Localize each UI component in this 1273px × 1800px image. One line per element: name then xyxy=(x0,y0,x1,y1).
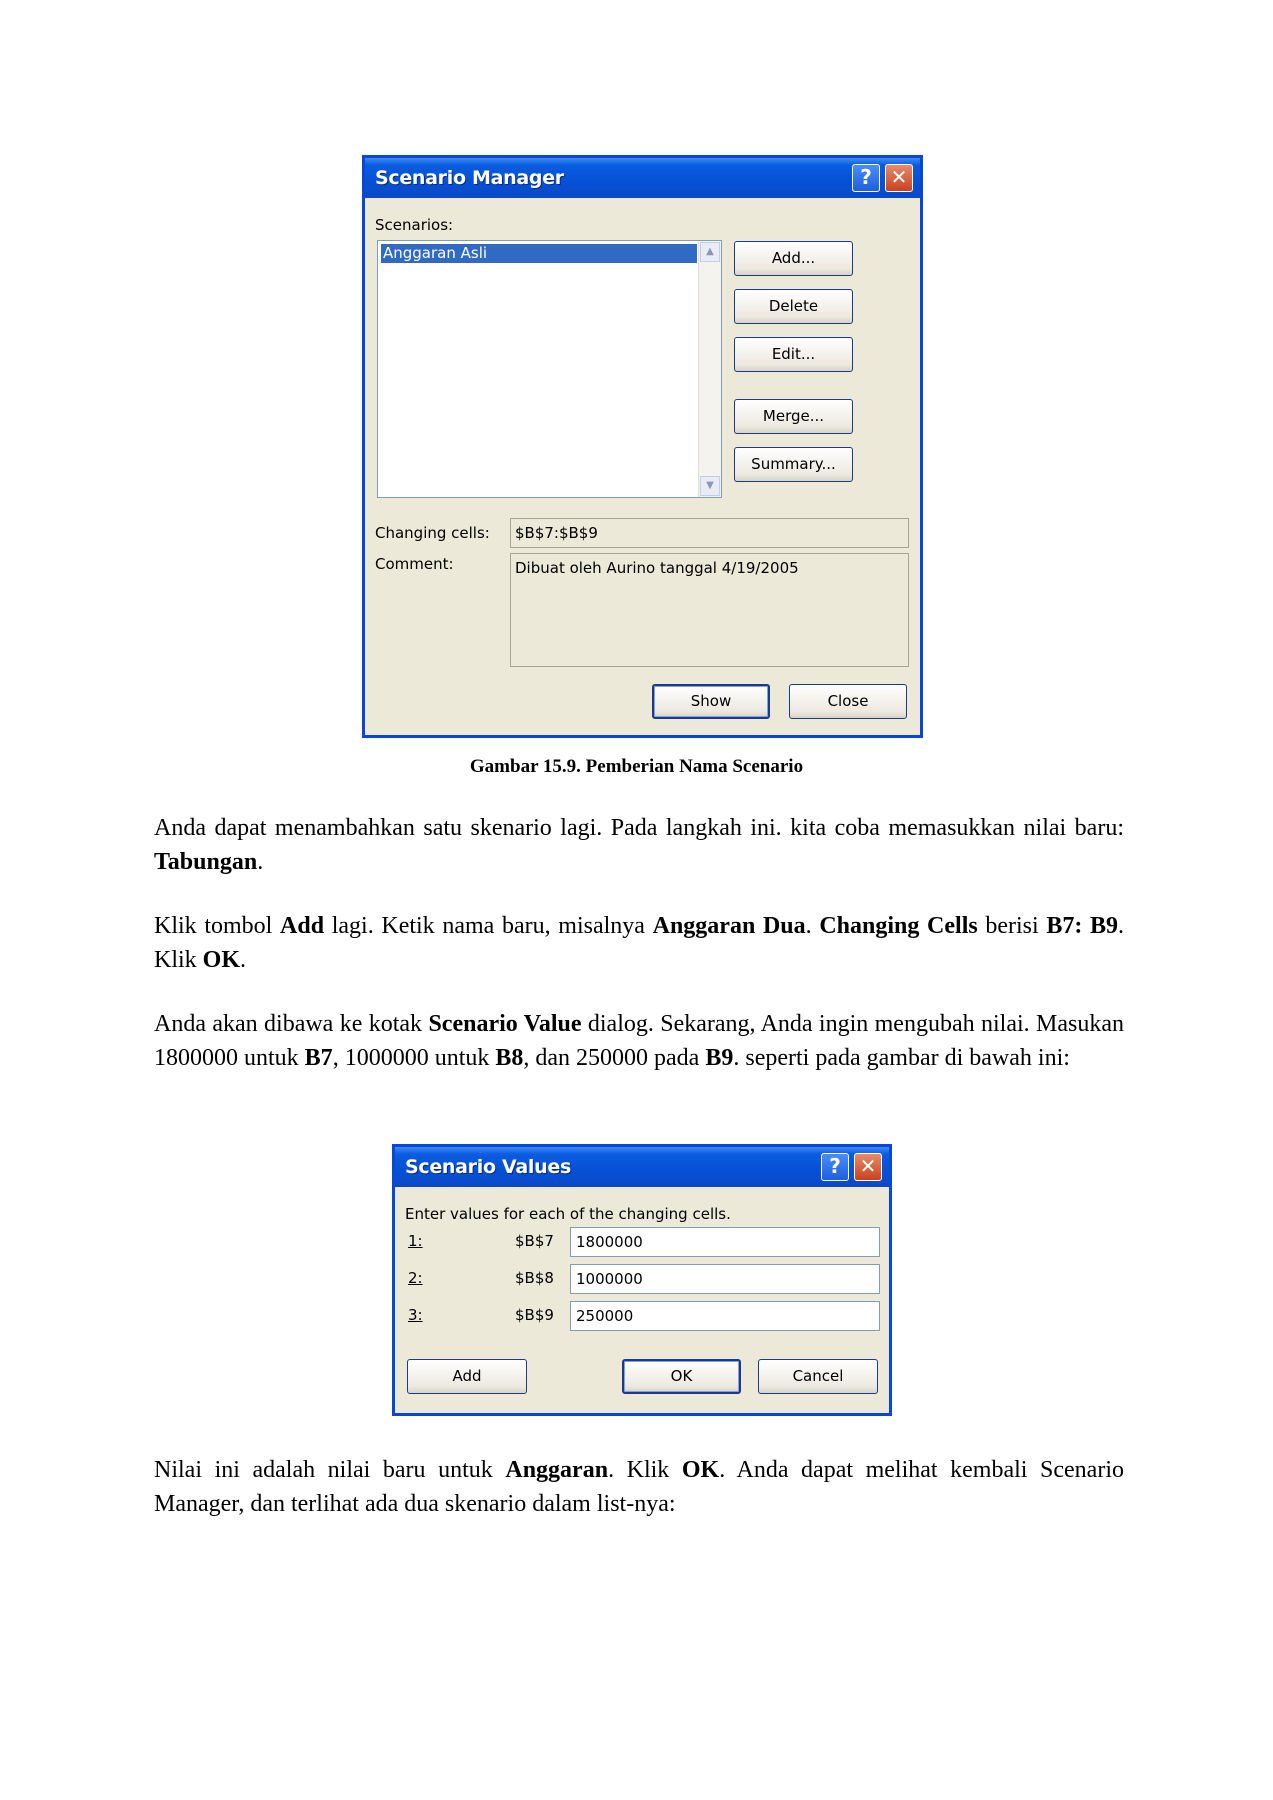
para2-text-1: Klik tombol xyxy=(154,913,281,939)
help-icon[interactable]: ? xyxy=(821,1153,849,1181)
para4-text-1: Nilai ini adalah nilai baru untuk xyxy=(154,1457,506,1483)
ok-button[interactable]: OK xyxy=(622,1359,741,1394)
para3-text-4: , dan 250000 pada xyxy=(523,1045,706,1071)
changing-cells-field: $B$7:$B$9 xyxy=(510,518,909,548)
para4-text-2: . Klik xyxy=(608,1457,682,1483)
add-button[interactable]: Add... xyxy=(734,241,853,276)
delete-button[interactable]: Delete xyxy=(734,289,853,324)
para4-text-3: . Anda dapat melihat kembali Scenario Manager, dan terlihat ada dua skenario dalam list-nya: xyxy=(154,1457,1124,1517)
list-item[interactable]: Anggaran Asli xyxy=(381,244,697,263)
scenarios-label: Scenarios: xyxy=(375,216,454,234)
para3-text-2: dialog. Sekarang, Anda ingin mengubah nilai. Masukan 1800000 untuk xyxy=(154,1011,1124,1071)
row-2-number: 2: xyxy=(408,1269,423,1287)
para2-text-6: . xyxy=(240,947,247,973)
para2-bold-5: OK xyxy=(202,947,241,973)
title-bar xyxy=(395,1147,889,1187)
para2-bold-1: Add xyxy=(280,913,325,939)
paragraph-1 xyxy=(154,811,1124,879)
scroll-down-icon[interactable]: ▼ xyxy=(700,476,720,496)
para2-text-5: . Klik xyxy=(154,913,1125,973)
paragraph-2 xyxy=(154,909,1124,977)
edit-button[interactable]: Edit... xyxy=(734,337,853,372)
instruction-label: Enter values for each of the changing cells. xyxy=(405,1205,731,1223)
figure-caption: Gambar 15.9. Pemberian Nama Scenario xyxy=(469,756,804,777)
close-icon[interactable]: ✕ xyxy=(885,164,913,192)
show-button[interactable]: Show xyxy=(652,684,770,719)
scrollbar[interactable] xyxy=(698,241,721,497)
para3-bold-3: B8 xyxy=(495,1045,524,1071)
para3-bold-4: B9 xyxy=(705,1045,734,1071)
scenario-values-dialog xyxy=(392,1144,892,1416)
para3-text-1: Anda akan dibawa ke kotak xyxy=(154,1011,429,1037)
row-2-cell: $B$8 xyxy=(515,1269,554,1287)
dialog-title: Scenario Manager xyxy=(375,167,564,189)
row-3-cell: $B$9 xyxy=(515,1306,554,1324)
para2-text-3: . xyxy=(805,913,820,939)
para1-bold-1: Tabungan xyxy=(154,849,258,875)
para4-bold-2: OK xyxy=(681,1457,720,1483)
paragraph-4 xyxy=(154,1453,1124,1521)
para3-bold-2: B7 xyxy=(304,1045,333,1071)
row-1-value-input[interactable]: 1800000 xyxy=(570,1227,880,1257)
scenarios-listbox[interactable] xyxy=(377,240,722,498)
paragraph-3 xyxy=(154,1007,1124,1075)
comment-field: Dibuat oleh Aurino tanggal 4/19/2005 xyxy=(510,553,909,667)
add-button[interactable]: Add xyxy=(407,1359,527,1394)
para2-text-4: berisi xyxy=(977,913,1047,939)
title-bar xyxy=(365,158,920,198)
merge-button[interactable]: Merge... xyxy=(734,399,853,434)
para4-bold-1: Anggaran xyxy=(505,1457,609,1483)
close-button[interactable]: Close xyxy=(789,684,907,719)
para3-bold-1: Scenario Value xyxy=(428,1011,582,1037)
close-icon[interactable]: ✕ xyxy=(854,1153,882,1181)
para2-bold-4: B7: B9 xyxy=(1046,913,1119,939)
para2-bold-3: Changing Cells xyxy=(819,913,978,939)
row-1-number: 1: xyxy=(408,1232,423,1250)
comment-label: Comment: xyxy=(375,555,454,573)
para3-text-5: . seperti pada gambar di bawah ini: xyxy=(733,1045,1070,1071)
para3-text-3: , 1000000 untuk xyxy=(332,1045,496,1071)
scroll-up-icon[interactable]: ▲ xyxy=(700,242,720,262)
summary-button[interactable]: Summary... xyxy=(734,447,853,482)
para2-bold-2: Anggaran Dua xyxy=(652,913,806,939)
row-3-number: 3: xyxy=(408,1306,423,1324)
changing-cells-label: Changing cells: xyxy=(375,524,490,542)
para2-text-2: lagi. Ketik nama baru, misalnya xyxy=(324,913,653,939)
para1-text-1: Anda dapat menambahkan satu skenario lagi. Pada langkah ini. kita coba memasukkan nilai baru: xyxy=(154,815,1124,841)
scenario-manager-dialog xyxy=(362,155,923,738)
row-2-value-input[interactable]: 1000000 xyxy=(570,1264,880,1294)
row-3-value-input[interactable]: 250000 xyxy=(570,1301,880,1331)
row-1-cell: $B$7 xyxy=(515,1232,554,1250)
para1-text-2: . xyxy=(257,849,264,875)
dialog-title: Scenario Values xyxy=(405,1156,571,1178)
help-icon[interactable]: ? xyxy=(852,164,880,192)
cancel-button[interactable]: Cancel xyxy=(758,1359,878,1394)
